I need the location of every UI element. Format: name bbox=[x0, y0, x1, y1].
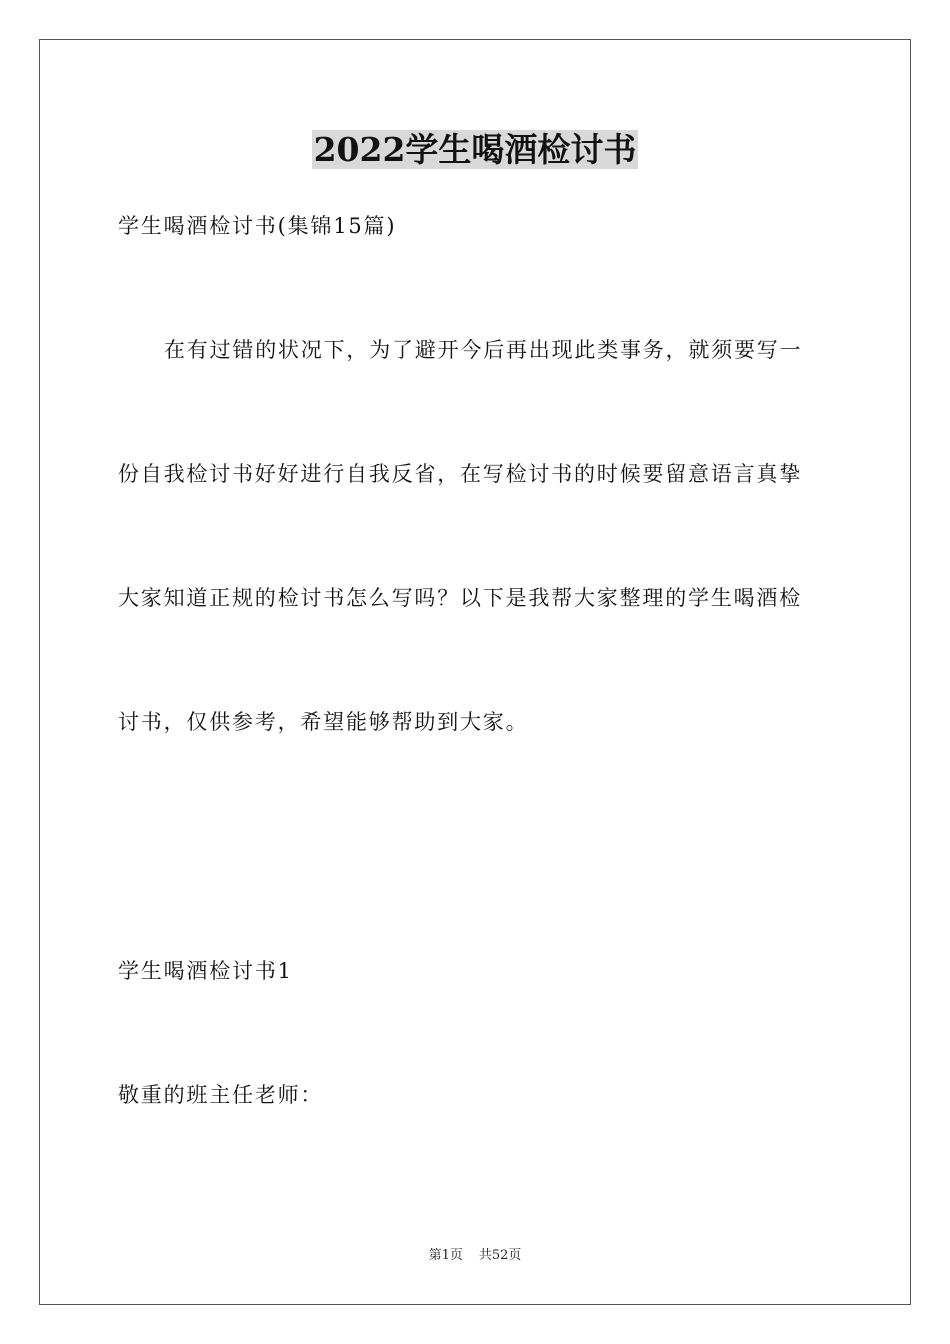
page-footer bbox=[0, 1247, 950, 1265]
intro-line-1: 在有过错的状况下，为了避开今后再出现此类事务，就须要写一 bbox=[164, 338, 803, 362]
section-heading: 学生喝酒检讨书1 bbox=[118, 959, 293, 983]
page-number: 第1页 bbox=[428, 1248, 463, 1263]
intro-line-4: 讨书，仅供参考，希望能够帮助到大家。 bbox=[118, 710, 529, 734]
salutation: 敬重的班主任老师： bbox=[118, 1083, 324, 1107]
document-title bbox=[0, 128, 950, 172]
document-subtitle: 学生喝酒检讨书(集锦15篇) bbox=[118, 214, 397, 238]
page-total: 共52页 bbox=[478, 1248, 522, 1263]
document-title-text: 2022学生喝酒检讨书 bbox=[313, 130, 637, 169]
intro-line-2: 份自我检讨书好好进行自我反省，在写检讨书的时候要留意语言真挚 bbox=[118, 462, 802, 486]
intro-line-3: 大家知道正规的检讨书怎么写吗？以下是我帮大家整理的学生喝酒检 bbox=[118, 586, 802, 610]
